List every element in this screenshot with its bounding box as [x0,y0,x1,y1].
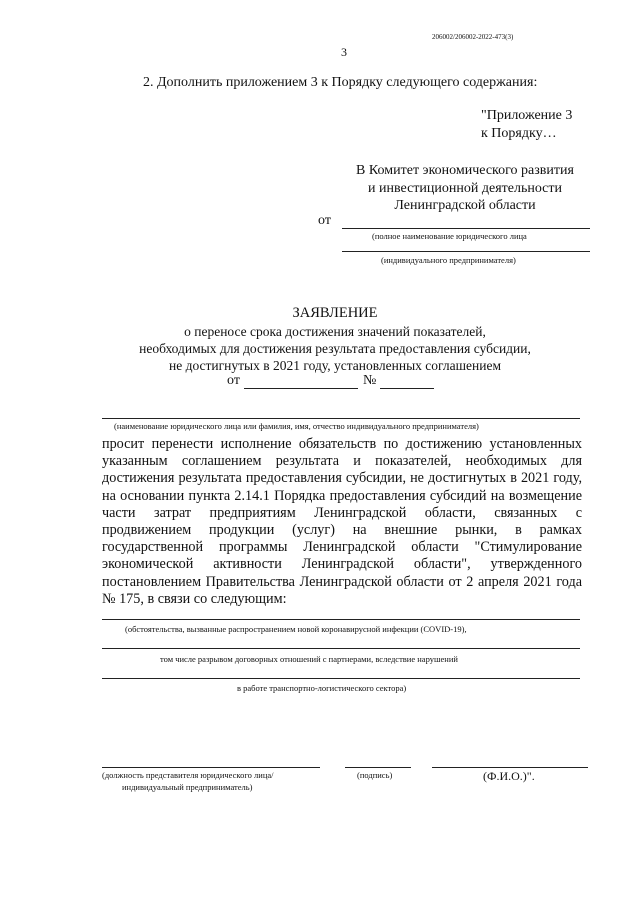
sender-name-line-2 [342,251,590,252]
applicant-note: (наименование юридического лица или фамилия, имя, отчество индивидуального предпринимателя) [114,421,479,431]
name-line [432,767,588,768]
position-note-line2: индивидуальный предприниматель) [122,782,253,792]
applicant-name-line [102,418,580,419]
sender-note-line2: (индивидуального предпринимателя) [381,255,516,265]
signature-line [345,767,411,768]
agreement-from-label: от [227,373,240,388]
circumstances-note3: в работе транспортно-логистического сектора) [237,683,407,693]
sender-note-line1: (полное наименование юридического лица [372,231,527,241]
name-note: (Ф.И.О.)". [483,769,535,783]
signature-note: (подпись) [357,770,393,780]
document-title: ЗАЯВЛЕНИЕ [292,305,378,321]
request-body-text: просит перенести исполнение обязательств по достижению установленных указанным соглашением результата и показателей, необходимых для достижения результата предоставления субсидии, не достигнутых в 2021 году, на основании пункта 2.14.1 Порядка предоставления субсидий на возмещение части затрат предприятиям Ленинградской области, связанных с продвижением продукции (услуг) на внешние рынки, в рамках государственной программы Ленинградской области "Стимулирование экономической активности Ленинградской области", утвержденного постановлением Правительства Ленинградской области от 2 апреля 2021 года № 175, в связи со следующим: [102,436,582,607]
appendix-label-line2: к Порядку… [481,126,557,141]
amendment-paragraph: 2. Дополнить приложением 3 к Порядку следующего содержания: [143,75,538,90]
title-line3: не достигнутых в 2021 году, установленных соглашением [168,358,501,373]
circumstances-line1 [102,619,580,620]
agreement-number-label: № [363,373,377,388]
document-id: 206002/206002-2022-473(3) [432,33,514,41]
circumstances-note2: том числе разрывом договорных отношений с партнерами, вследствие нарушений [160,654,458,664]
addressee-line1: В Комитет экономического развития [356,163,574,178]
request-body [102,436,582,608]
circumstances-note1: (обстоятельства, вызванные распространением новой коронавирусной инфекции (COVID-19), [125,624,467,634]
title-line1: о переносе срока достижения значений показателей, [184,324,486,339]
position-note-line1: (должность представителя юридического лица/ [102,770,274,780]
sender-name-line [342,228,590,229]
title-line2: необходимых для достижения результата предоставления субсидии, [139,341,531,356]
agreement-date-line [244,388,358,389]
addressee-line2: и инвестиционной деятельности [368,181,562,196]
circumstances-line3 [102,678,580,679]
from-label: от [318,213,331,228]
agreement-number-line [380,388,434,389]
addressee-line3: Ленинградской области [394,198,536,213]
appendix-label-line1: "Приложение 3 [481,108,573,123]
circumstances-line2 [102,648,580,649]
page-number: 3 [341,45,347,59]
position-line [102,767,320,768]
